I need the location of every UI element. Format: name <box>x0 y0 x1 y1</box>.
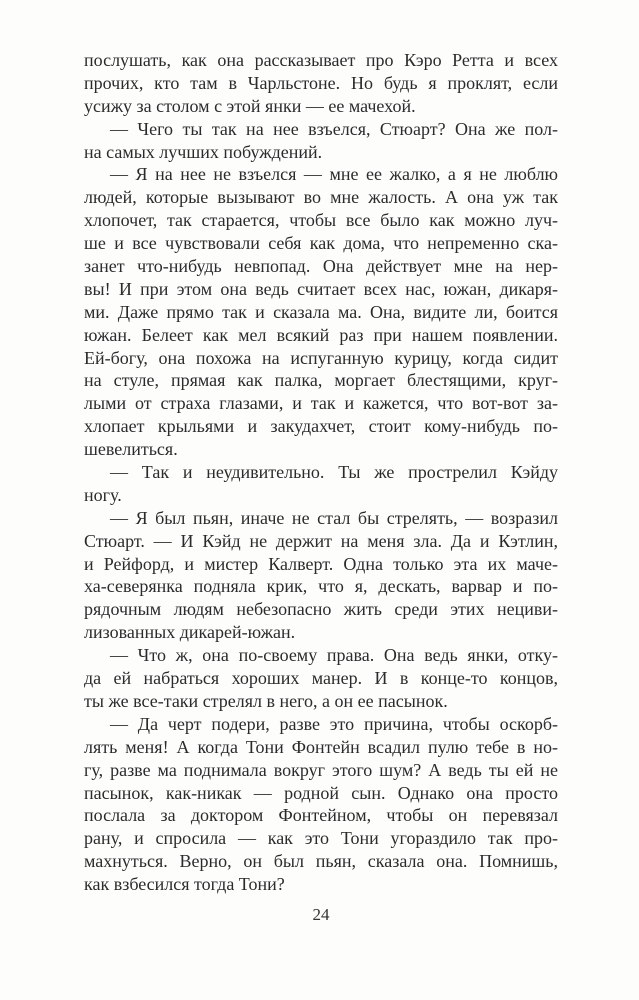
text-line: южан. Белеет как мел всякий раз при нашем появлении. <box>84 324 558 345</box>
text-line: на самых лучших побуждений. <box>84 141 323 162</box>
text-line: да ей набраться хороших манер. И в конце-то концов, <box>84 668 558 689</box>
text-line: вы! И при этом она ведь считает всех нас, южан, дикаря- <box>84 278 558 299</box>
text-line: ми. Даже прямо так и сказала ма. Она, видите ли, боится <box>84 301 558 322</box>
text-line: усижу за столом с этой янки — ее мачехой. <box>84 95 416 116</box>
text-line: лыми от страха глазами, и так и кажется, что вот-вот за- <box>84 393 558 414</box>
text-line: — Что ж, она по-своему права. Она ведь янки, отку- <box>110 645 558 666</box>
text-line: и Рейфорд, и мистер Калверт. Одна только эта их маче- <box>84 553 558 574</box>
text-line: ха-северянка подняла крик, что я, дескать, варвар и по- <box>84 576 558 597</box>
text-line: хлопочет, так старается, чтобы все было как можно луч- <box>84 210 558 231</box>
text-line: — Чего ты так на нее взъелся, Стюарт? Она же пол- <box>110 118 558 139</box>
text-line: шевелиться. <box>84 439 178 460</box>
text-line: прочих, кто там в Чарльстоне. Но будь я проклят, если <box>84 72 558 93</box>
text-line: послала за доктором Фонтейном, чтобы он перевязал <box>84 805 558 826</box>
text-line: ногу. <box>84 484 122 505</box>
text-line: гу, разве ма поднимала вокруг этого шум? А ведь ты ей не <box>84 759 558 780</box>
text-line: как взбесился тогда Тони? <box>84 874 285 895</box>
text-line: хлопает крыльями и закудахчет, стоит кому-нибудь по- <box>84 416 558 437</box>
text-line: лять меня! А когда Тони Фонтейн всадил пулю тебе в но- <box>84 736 558 757</box>
text-line: пасынок, как-никак — родной сын. Однако она просто <box>84 782 558 803</box>
text-line: ты же все-таки стрелял в него, а он ее пасынок. <box>84 690 448 711</box>
text-line: — Да черт подери, разве это причина, чтобы оскорб- <box>110 713 558 734</box>
text-line: Ей-богу, она похожа на испуганную курицу, когда сидит <box>84 347 558 368</box>
text-line: — Я на нее не взъелся — мне ее жалко, а я не люблю <box>110 164 558 185</box>
text-line: людей, которые вызывают во мне жалость. А она уж так <box>84 187 558 208</box>
text-line: на стуле, прямая как палка, моргает блестящими, круг- <box>84 370 558 391</box>
text-line: рану, и спросила — как это Тони угораздило так про- <box>84 828 558 849</box>
text-line: Стюарт. — И Кэйд не держит на меня зла. Да и Кэтлин, <box>84 530 558 551</box>
text-line: занет что-нибудь невпопад. Она действует мне на нер- <box>84 256 558 277</box>
page-number: 24 <box>312 905 330 924</box>
text-line: лизованных дикарей-южан. <box>84 622 296 643</box>
text-line: — Так и неудивительно. Ты же прострелил Кэйду <box>110 462 558 483</box>
text-line: — Я был пьян, иначе не стал бы стрелять, — возразил <box>110 507 558 528</box>
text-line: махнуться. Верно, он был пьян, сказала она. Помнишь, <box>84 851 558 872</box>
text-line: послушать, как она рассказывает про Кэро Ретта и всех <box>84 50 558 70</box>
text-line: рядочным людям небезопасно жить среди этих нециви- <box>84 599 558 620</box>
text-line: ше и все чувствовали себя как дома, что непременно ска- <box>84 233 558 254</box>
page-text <box>84 49 558 896</box>
